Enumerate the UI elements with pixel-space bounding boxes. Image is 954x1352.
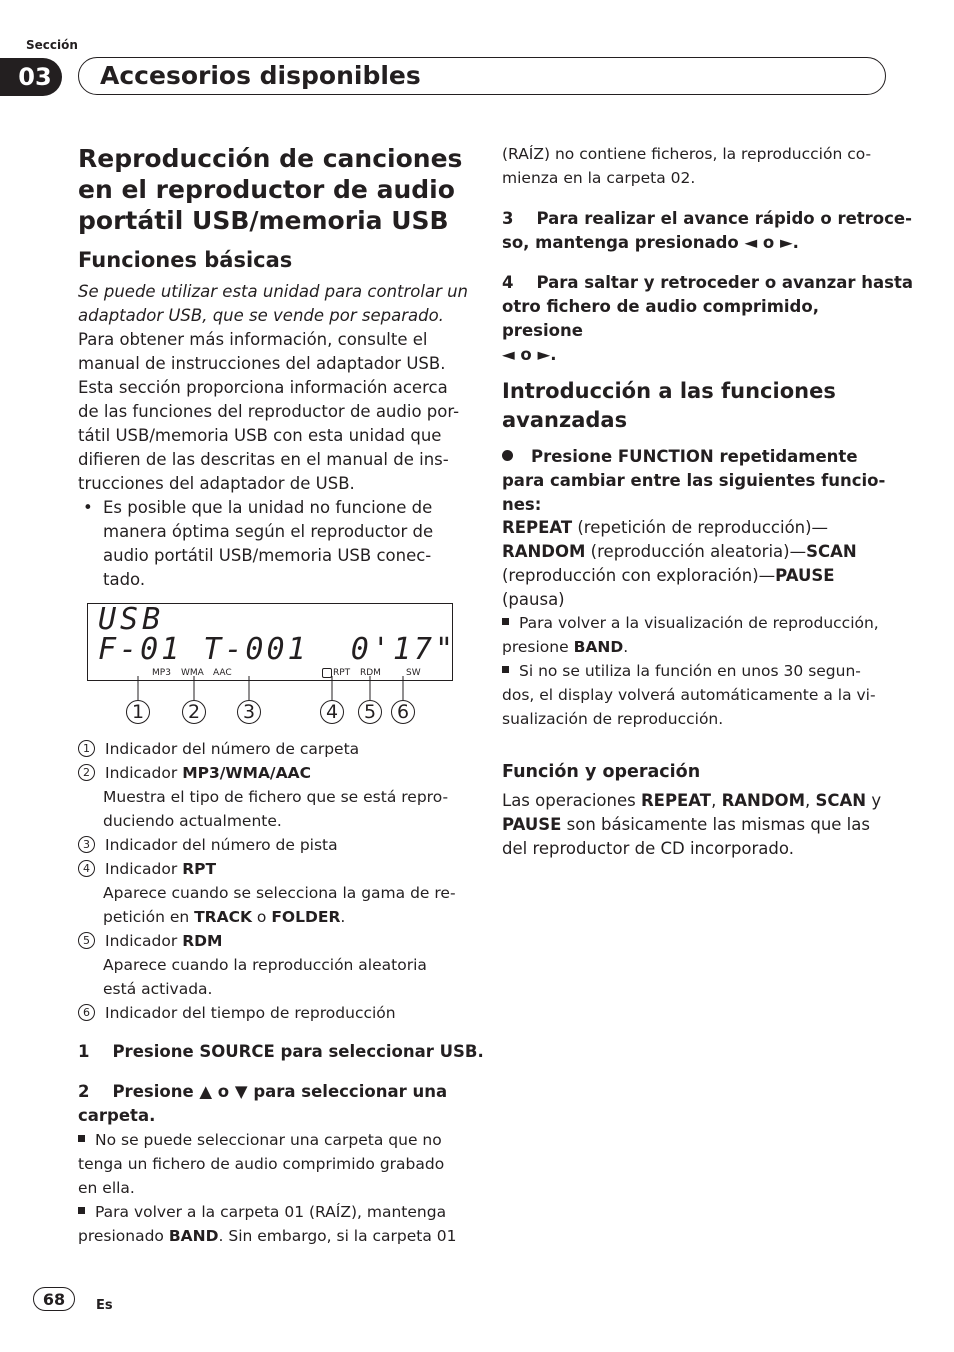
note-line: sualización de reproducción. bbox=[502, 710, 724, 728]
step-line: so, mantenga presionado ◄ o ►. bbox=[502, 233, 799, 252]
op-line: del reproductor de CD incorporado. bbox=[502, 839, 794, 858]
callout-1: 1 bbox=[126, 700, 150, 724]
step-line: otro fichero de audio comprimido, presione bbox=[502, 297, 819, 340]
para-line: manual de instrucciones del adaptador USB. bbox=[78, 354, 446, 373]
language-code: Es bbox=[96, 1298, 113, 1313]
italic-line: adaptador USB, que se vende por separado. bbox=[78, 306, 444, 325]
legend-text: Indicador del tiempo de reproducción bbox=[105, 1004, 396, 1022]
legend-item-1 bbox=[78, 737, 468, 761]
advanced-functions-heading bbox=[502, 377, 902, 435]
op-text: y bbox=[866, 791, 882, 810]
indicator-rpt: RPT bbox=[333, 668, 351, 678]
page-title-line: en el reproductor de audio bbox=[78, 175, 455, 204]
bullet-line: Es posible que la unidad no funcione de bbox=[103, 498, 433, 517]
legend-num: 5 bbox=[78, 932, 95, 949]
step-text: Presione FUNCTION repetidamente bbox=[531, 447, 858, 466]
seq-text: (repetición de reproducción)— bbox=[572, 518, 829, 537]
para-line: difieren de las descritas en el manual de ins- bbox=[78, 450, 449, 469]
seq-line: (pausa) bbox=[502, 590, 565, 609]
seq-bold: RANDOM bbox=[502, 542, 586, 561]
italic-line: Se puede utilizar esta unidad para controlar un bbox=[78, 282, 469, 301]
seq-bold: SCAN bbox=[806, 542, 857, 561]
legend-text: o bbox=[252, 908, 272, 926]
callout-2: 2 bbox=[182, 700, 206, 724]
intro-block bbox=[78, 280, 468, 592]
continuation-text bbox=[502, 142, 892, 190]
note-square-icon bbox=[78, 1207, 85, 1214]
page-title-line: Reproducción de canciones bbox=[78, 144, 463, 173]
note-line bbox=[78, 1224, 468, 1248]
legend-bold: MP3/WMA/AAC bbox=[182, 764, 311, 782]
lcd-line-2: F-01 T-001 0'17" bbox=[98, 632, 457, 667]
cont-line: mienza en la carpeta 02. bbox=[502, 169, 696, 187]
indicator-legend bbox=[78, 737, 468, 1025]
operation-paragraph bbox=[502, 789, 897, 861]
legend-sub: Muestra el tipo de fichero que se está repro- bbox=[103, 788, 449, 806]
lcd-line-1: USB bbox=[98, 602, 165, 637]
note-line: dos, el display volverá automáticamente a la vi- bbox=[502, 686, 876, 704]
indicator-sw: SW bbox=[406, 668, 421, 678]
step-line: ◄ o ►. bbox=[502, 345, 557, 364]
step-line: para cambiar entre las siguientes funcio- bbox=[502, 471, 886, 490]
step-line: carpeta. bbox=[78, 1106, 156, 1125]
seq-text: (reproducción aleatoria)— bbox=[585, 542, 807, 561]
step-2-notes bbox=[78, 1128, 468, 1248]
note-text: . Sin embargo, si la carpeta 01 bbox=[218, 1227, 457, 1245]
seq-bold: PAUSE bbox=[775, 566, 835, 585]
legend-text: Indicador bbox=[105, 764, 183, 782]
legend-sub-track-folder bbox=[78, 905, 468, 929]
legend-sub: duciendo actualmente. bbox=[103, 812, 282, 830]
bullet-line: tado. bbox=[103, 570, 146, 589]
op-bold: PAUSE bbox=[502, 815, 562, 834]
legend-text: . bbox=[340, 908, 346, 926]
seq-line bbox=[502, 516, 897, 540]
note-line bbox=[78, 1200, 468, 1224]
legend-item-3 bbox=[78, 833, 468, 857]
note-text: Si no se utiliza la función en unos 30 segun- bbox=[519, 662, 861, 680]
callout-5: 5 bbox=[358, 700, 382, 724]
indicator-rdm: RDM bbox=[360, 668, 381, 678]
legend-item-2 bbox=[78, 761, 468, 785]
note-text: Para volver a la carpeta 01 (RAÍZ), mantenga bbox=[95, 1203, 447, 1221]
note-square-icon bbox=[502, 618, 509, 625]
heading-line: Introducción a las funciones bbox=[502, 379, 836, 403]
legend-item-6 bbox=[78, 1001, 468, 1025]
note-text: presionado bbox=[78, 1227, 169, 1245]
step-line: 4 Para saltar y retroceder o avanzar hasta bbox=[502, 273, 914, 292]
heading-line: avanzadas bbox=[502, 408, 628, 432]
function-notes bbox=[502, 611, 897, 731]
note-text: Para volver a la visualización de reproducción, bbox=[519, 614, 879, 632]
legend-num: 6 bbox=[78, 1004, 95, 1021]
para-line: Para obtener más información, consulte el bbox=[78, 330, 428, 349]
para-line: Esta sección proporciona información acerca bbox=[78, 378, 448, 397]
indicator-aac: AAC bbox=[213, 668, 232, 678]
step-line bbox=[502, 445, 897, 469]
step-line: 3 Para realizar el avance rápido o retroce- bbox=[502, 209, 912, 228]
legend-text: Indicador bbox=[105, 932, 183, 950]
page-title-line: portátil USB/memoria USB bbox=[78, 206, 449, 235]
op-bold: REPEAT bbox=[640, 791, 712, 810]
seq-line bbox=[502, 540, 897, 564]
step-3 bbox=[502, 207, 912, 255]
step-4 bbox=[502, 271, 914, 367]
legend-text: petición en bbox=[103, 908, 195, 926]
function-instruction bbox=[502, 445, 897, 517]
legend-bold: TRACK bbox=[194, 908, 252, 926]
section-label: Sección bbox=[26, 38, 78, 52]
cont-line: (RAÍZ) no contiene ficheros, la reproducción co- bbox=[502, 145, 872, 163]
bullet-dot-icon bbox=[502, 450, 513, 461]
page-number: 68 bbox=[33, 1287, 75, 1311]
legend-item-5 bbox=[78, 929, 468, 953]
seq-bold: REPEAT bbox=[502, 518, 573, 537]
legend-bold: RPT bbox=[182, 860, 217, 878]
note-square-icon bbox=[502, 666, 509, 673]
op-line bbox=[502, 813, 897, 837]
legend-bold: RDM bbox=[182, 932, 223, 950]
legend-text: Indicador bbox=[105, 860, 183, 878]
legend-num: 2 bbox=[78, 764, 95, 781]
legend-sub: Aparece cuando la reproducción aleatoria bbox=[103, 956, 427, 974]
step-1: 1 Presione SOURCE para seleccionar USB. bbox=[78, 1042, 484, 1061]
legend-item-4 bbox=[78, 857, 468, 881]
lcd-display bbox=[87, 602, 457, 681]
para-line: tátil USB/memoria USB con esta unidad que bbox=[78, 426, 442, 445]
op-text: , bbox=[711, 791, 722, 810]
callout-3: 3 bbox=[237, 700, 261, 724]
bullet-item bbox=[78, 496, 468, 592]
note-bold: BAND bbox=[573, 638, 624, 656]
legend-num: 3 bbox=[78, 836, 95, 853]
step-line: 2 Presione ▲ o ▼ para seleccionar una bbox=[78, 1082, 448, 1101]
note-text: No se puede seleccionar una carpeta que no bbox=[95, 1131, 442, 1149]
legend-bold: FOLDER bbox=[271, 908, 341, 926]
legend-sub: Aparece cuando se selecciona la gama de re- bbox=[103, 884, 456, 902]
para-line: trucciones del adaptador de USB. bbox=[78, 474, 355, 493]
legend-text: Indicador del número de pista bbox=[105, 836, 338, 854]
bullet-glyph: • bbox=[83, 498, 93, 517]
op-bold: SCAN bbox=[815, 791, 867, 810]
op-text: son básicamente las mismas que las bbox=[561, 815, 870, 834]
legend-text: Indicador del número de carpeta bbox=[105, 740, 360, 758]
seq-line bbox=[502, 564, 897, 588]
para-line: de las funciones del reproductor de audio por- bbox=[78, 402, 460, 421]
callout-4: 4 bbox=[320, 700, 344, 724]
note-line bbox=[502, 659, 897, 683]
note-line: en ella. bbox=[78, 1179, 135, 1197]
note-line bbox=[78, 1128, 468, 1152]
function-sequence bbox=[502, 516, 897, 612]
section-title: Accesorios disponibles bbox=[100, 61, 421, 90]
legend-num: 1 bbox=[78, 740, 95, 757]
op-bold: RANDOM bbox=[721, 791, 805, 810]
indicator-wma: WMA bbox=[181, 668, 204, 678]
note-line bbox=[502, 611, 897, 635]
function-operation-heading: Función y operación bbox=[502, 762, 701, 782]
seq-text: (reproducción con exploración)— bbox=[502, 566, 776, 585]
note-square-icon bbox=[78, 1135, 85, 1142]
legend-num: 4 bbox=[78, 860, 95, 877]
indicator-mp3: MP3 bbox=[152, 668, 171, 678]
note-text: presione bbox=[502, 638, 574, 656]
op-text: Las operaciones bbox=[502, 791, 641, 810]
step-2 bbox=[78, 1080, 447, 1128]
legend-sub: está activada. bbox=[103, 980, 213, 998]
op-text: , bbox=[805, 791, 816, 810]
page-title bbox=[78, 143, 478, 236]
bullet-line: audio portátil USB/memoria USB conec- bbox=[103, 546, 432, 565]
bullet-line: manera óptima según el reproductor de bbox=[103, 522, 434, 541]
op-line bbox=[502, 789, 897, 813]
note-line bbox=[502, 635, 897, 659]
subtitle-basic-functions: Funciones básicas bbox=[78, 248, 293, 272]
callout-6: 6 bbox=[391, 700, 415, 724]
note-line: tenga un fichero de audio comprimido grabado bbox=[78, 1155, 445, 1173]
step-line: nes: bbox=[502, 495, 542, 514]
note-bold: BAND bbox=[168, 1227, 219, 1245]
note-text: . bbox=[623, 638, 629, 656]
section-number: 03 bbox=[0, 58, 62, 96]
